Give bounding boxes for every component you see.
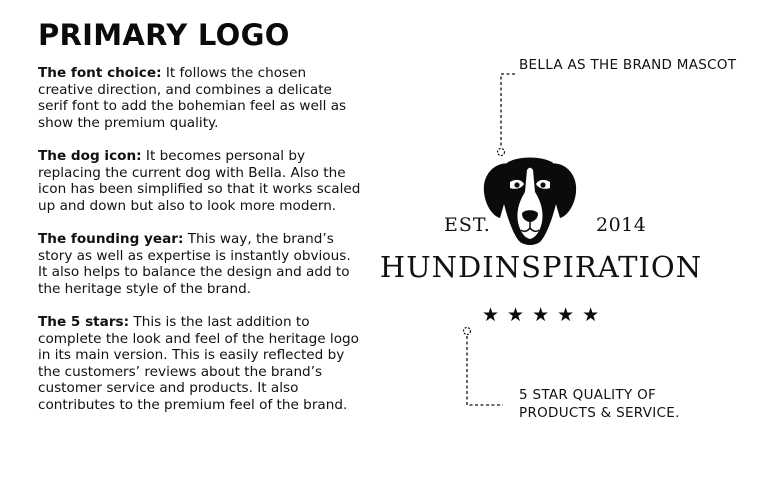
section-text: It follows the chosen creative direction, and combines a delicate serif font to add the bohemian feel as well as show the premium quality. bbox=[38, 65, 347, 131]
five-stars: ★★★★★ bbox=[482, 304, 608, 326]
stars-annotation-line2: PRODUCTS & SERVICE. bbox=[519, 405, 680, 421]
mascot-annotation: BELLA AS THE BRAND MASCOT bbox=[519, 57, 737, 73]
section-label: The dog icon: bbox=[38, 147, 142, 164]
founding-year: 2014 bbox=[596, 214, 647, 236]
section-text: It becomes personal by replacing the current dog with Bella. Also the icon has been simplified so that it works scaled up and down but also to look more modern. bbox=[38, 147, 361, 214]
page-title: PRIMARY LOGO bbox=[38, 18, 290, 52]
stars-annotation-line1: 5 STAR QUALITY OF bbox=[519, 387, 657, 403]
dog-head-icon bbox=[484, 158, 576, 246]
stars-leader-line bbox=[467, 336, 503, 405]
section-label: The 5 stars: bbox=[38, 313, 130, 330]
section-label: The founding year: bbox=[38, 230, 184, 247]
section-label: The font choice: bbox=[38, 65, 162, 81]
stars-leader-dot bbox=[464, 328, 471, 335]
section-text: This way, the brand’s story as well as expertise is instantly obvious. It also helps to balance the design and add to the heritage style of the brand. bbox=[38, 230, 351, 297]
est-label: EST. bbox=[444, 214, 491, 236]
brand-name: HUNDINSPIRATION bbox=[379, 250, 703, 284]
mascot-leader-line bbox=[501, 74, 515, 148]
stars-annotation bbox=[519, 386, 680, 422]
section-text: This is the last addition to complete the look and feel of the heritage logo in its main version. This is easily reflected by the customers’ reviews about the brand’s customer service and products. It also contributes to the premium feel of the brand. bbox=[38, 313, 359, 413]
mascot-leader-dot bbox=[498, 149, 505, 156]
